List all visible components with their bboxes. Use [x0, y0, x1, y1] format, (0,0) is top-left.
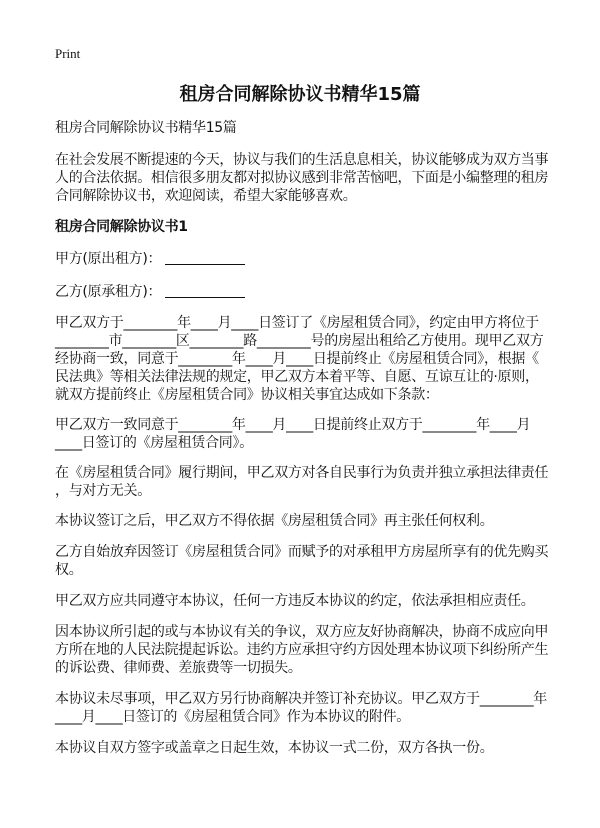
- text-line: 方所在地的人民法院提起诉讼。违约方应承担守约方因处理本协议项下纠纷所产生: [55, 642, 549, 658]
- party-a-blank: [165, 250, 245, 265]
- party-b-blank: [165, 283, 245, 298]
- text-line: ________市________区________路________号的房屋出租给乙方使用。现甲乙双方: [55, 333, 544, 349]
- text-line: 本协议未尽事项，甲乙双方另行协商解决并签订补充协议。甲乙双方于________年: [55, 691, 547, 707]
- text-line: 就双方提前终止《房屋租赁合同》协议相关事宜达成如下条款：: [55, 387, 439, 403]
- party-a-field: [55, 250, 245, 268]
- text-line: 民法典》等相关法律法规的规定，甲乙双方本着平等、自愿、互谅互让的·原则，: [55, 369, 539, 385]
- page-title: 租房合同解除协议书精华15篇: [179, 84, 421, 105]
- paragraph-6: 甲乙双方应共同遵守本协议，任何一方违反本协议的约定，依法承担相应责任。: [55, 593, 535, 609]
- text-line: 甲乙双方于________年____月____日签订了《房屋租赁合同》，约定由甲方将位于: [55, 315, 539, 331]
- text-line: 甲乙双方一致同意于________年____月____日提前终止双方于________年____月: [55, 417, 531, 433]
- paragraph-9: 本协议自双方签字或盖章之日起生效，本协议一式二份，双方各执一份。: [55, 740, 494, 756]
- paragraph-4: 本协议签订之后，甲乙双方不得依据《房屋租赁合同》再主张任何权利。: [55, 513, 494, 529]
- section-heading: 租房合同解除协议书1: [55, 219, 188, 235]
- text-line: 经协商一致，同意于________年____月____日提前终止《房屋租赁合同》，根据《: [55, 351, 539, 367]
- text-line: 在《房屋租赁合同》履行期间，甲乙双方对各自民事行为负责并独立承担法律责任: [55, 465, 549, 481]
- text-line: ____日签订的《房屋租赁合同》。: [55, 435, 253, 451]
- text-line: ，与对方无关。: [55, 483, 151, 499]
- text-line: ____月____日签订的《房屋租赁合同》作为本协议的附件。: [55, 709, 410, 725]
- text-line: 合同解除协议书，欢迎阅读，希望大家能够喜欢。: [55, 188, 357, 204]
- party-b-field: [55, 283, 245, 301]
- subtitle: 租房合同解除协议书精华15篇: [55, 120, 237, 136]
- text-line: 乙方自始放弃因签订《房屋租赁合同》而赋予的对承租甲方房屋所享有的优先购买: [55, 544, 549, 560]
- text-line: 人的合法依据。相信很多朋友都对拟协议感到非常苦恼吧，下面是小编整理的租房: [55, 170, 549, 186]
- text-line: 在社会发展不断提速的今天，协议与我们的生活息息相关，协议能够成为双方当事: [55, 152, 549, 168]
- print-link[interactable]: Print: [55, 46, 81, 61]
- party-b-label: 乙方(原承租方)：: [55, 284, 162, 300]
- text-line: 的诉讼费、律师费、差旅费等一切损失。: [55, 660, 302, 676]
- text-line: 因本协议所引起的或与本协议有关的争议，双方应友好协商解决，协商不成应向甲: [55, 624, 549, 640]
- party-a-label: 甲方(原出租方)：: [55, 251, 162, 267]
- text-line: 权。: [55, 562, 83, 578]
